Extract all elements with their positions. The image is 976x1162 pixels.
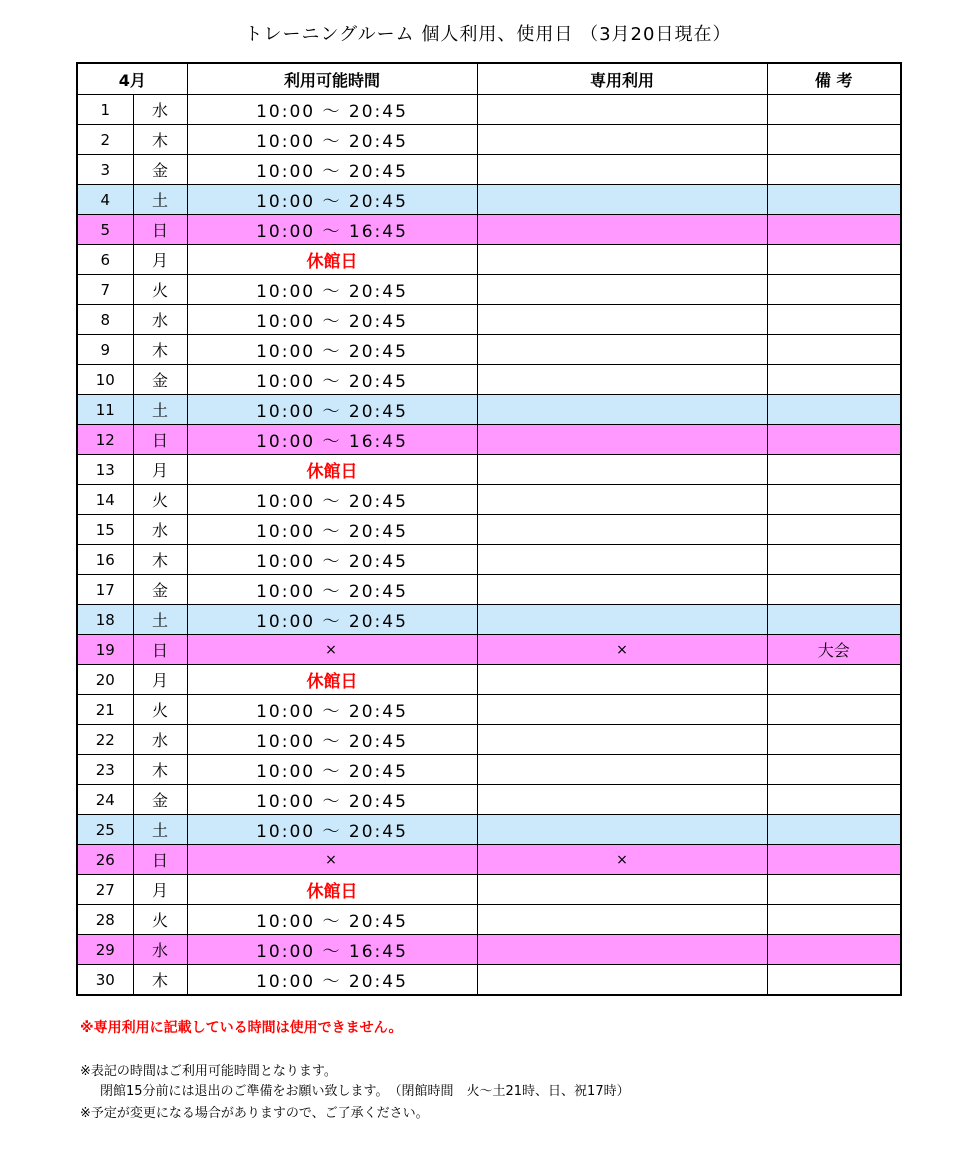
weekday-cell: 日 xyxy=(133,845,187,875)
day-cell: 15 xyxy=(77,515,133,545)
remarks-cell xyxy=(767,875,901,905)
hours-cell: 休館日 xyxy=(187,665,477,695)
exclusive-cell xyxy=(477,785,767,815)
exclusive-cell xyxy=(477,215,767,245)
remarks-cell xyxy=(767,335,901,365)
hours-cell: 10:00 ～ 20:45 xyxy=(187,695,477,725)
table-row xyxy=(77,785,901,815)
weekday-cell: 火 xyxy=(133,275,187,305)
table-row xyxy=(77,335,901,365)
day-cell: 24 xyxy=(77,785,133,815)
day-cell: 27 xyxy=(77,875,133,905)
remarks-cell xyxy=(767,785,901,815)
remarks-cell xyxy=(767,95,901,125)
remarks-header: 備 考 xyxy=(767,63,901,95)
remarks-cell xyxy=(767,845,901,875)
table-row xyxy=(77,395,901,425)
day-cell: 6 xyxy=(77,245,133,275)
hours-cell: 休館日 xyxy=(187,455,477,485)
weekday-cell: 木 xyxy=(133,335,187,365)
exclusive-cell: × xyxy=(477,845,767,875)
weekday-cell: 火 xyxy=(133,905,187,935)
day-cell: 7 xyxy=(77,275,133,305)
weekday-cell: 土 xyxy=(133,185,187,215)
weekday-cell: 水 xyxy=(133,935,187,965)
hours-cell: 10:00 ～ 20:45 xyxy=(187,515,477,545)
table-row xyxy=(77,425,901,455)
hours-cell: 10:00 ～ 20:45 xyxy=(187,305,477,335)
exclusive-cell xyxy=(477,515,767,545)
day-cell: 29 xyxy=(77,935,133,965)
day-cell: 26 xyxy=(77,845,133,875)
exclusive-cell xyxy=(477,245,767,275)
hours-cell: 休館日 xyxy=(187,245,477,275)
weekday-cell: 日 xyxy=(133,635,187,665)
exclusive-cell xyxy=(477,485,767,515)
remarks-cell xyxy=(767,125,901,155)
exclusive-cell xyxy=(477,755,767,785)
weekday-cell: 木 xyxy=(133,125,187,155)
hours-cell: 休館日 xyxy=(187,875,477,905)
table-row xyxy=(77,305,901,335)
day-cell: 2 xyxy=(77,125,133,155)
month-header: 4月 xyxy=(77,63,187,95)
exclusive-cell xyxy=(477,875,767,905)
remarks-cell: 大会 xyxy=(767,635,901,665)
day-cell: 21 xyxy=(77,695,133,725)
exclusive-cell xyxy=(477,395,767,425)
remarks-cell xyxy=(767,305,901,335)
weekday-cell: 木 xyxy=(133,755,187,785)
remarks-cell xyxy=(767,965,901,996)
table-row xyxy=(77,665,901,695)
remarks-cell xyxy=(767,815,901,845)
schedule-body xyxy=(77,95,901,996)
hours-cell: 10:00 ～ 20:45 xyxy=(187,815,477,845)
hours-cell: 10:00 ～ 16:45 xyxy=(187,215,477,245)
exclusive-cell xyxy=(477,305,767,335)
day-cell: 20 xyxy=(77,665,133,695)
hours-cell: × xyxy=(187,845,477,875)
hours-cell: 10:00 ～ 20:45 xyxy=(187,725,477,755)
exclusive-cell xyxy=(477,545,767,575)
day-cell: 12 xyxy=(77,425,133,455)
table-row xyxy=(77,275,901,305)
day-cell: 3 xyxy=(77,155,133,185)
remarks-cell xyxy=(767,155,901,185)
weekday-cell: 水 xyxy=(133,515,187,545)
day-cell: 28 xyxy=(77,905,133,935)
hours-cell: 10:00 ～ 20:45 xyxy=(187,605,477,635)
weekday-cell: 水 xyxy=(133,95,187,125)
exclusive-cell xyxy=(477,695,767,725)
weekday-cell: 土 xyxy=(133,605,187,635)
hours-cell: 10:00 ～ 20:45 xyxy=(187,575,477,605)
day-cell: 13 xyxy=(77,455,133,485)
table-row xyxy=(77,695,901,725)
day-cell: 25 xyxy=(77,815,133,845)
hours-cell: 10:00 ～ 20:45 xyxy=(187,275,477,305)
day-cell: 9 xyxy=(77,335,133,365)
schedule-table xyxy=(76,62,902,996)
weekday-cell: 木 xyxy=(133,545,187,575)
weekday-cell: 月 xyxy=(133,455,187,485)
note-line-3: ※予定が変更になる場合がありますので、ご了承ください。 xyxy=(80,1106,429,1121)
exclusive-warning: ※専用利用に記載している時間は使用できません。 xyxy=(80,1020,403,1036)
weekday-cell: 水 xyxy=(133,725,187,755)
hours-cell: 10:00 ～ 20:45 xyxy=(187,905,477,935)
remarks-cell xyxy=(767,515,901,545)
table-row xyxy=(77,725,901,755)
remarks-cell xyxy=(767,545,901,575)
remarks-cell xyxy=(767,215,901,245)
hours-cell: 10:00 ～ 20:45 xyxy=(187,965,477,996)
hours-cell: 10:00 ～ 16:45 xyxy=(187,935,477,965)
day-cell: 11 xyxy=(77,395,133,425)
day-cell: 16 xyxy=(77,545,133,575)
day-cell: 14 xyxy=(77,485,133,515)
exclusive-header: 専用利用 xyxy=(477,63,767,95)
hours-cell: 10:00 ～ 20:45 xyxy=(187,395,477,425)
exclusive-cell xyxy=(477,125,767,155)
remarks-cell xyxy=(767,725,901,755)
hours-cell: 10:00 ～ 20:45 xyxy=(187,185,477,215)
day-cell: 5 xyxy=(77,215,133,245)
table-row xyxy=(77,95,901,125)
table-row xyxy=(77,935,901,965)
day-cell: 18 xyxy=(77,605,133,635)
hours-cell: 10:00 ～ 20:45 xyxy=(187,785,477,815)
exclusive-cell xyxy=(477,95,767,125)
table-row xyxy=(77,875,901,905)
table-row xyxy=(77,635,901,665)
table-row xyxy=(77,215,901,245)
remarks-cell xyxy=(767,665,901,695)
exclusive-cell xyxy=(477,425,767,455)
day-cell: 8 xyxy=(77,305,133,335)
remarks-cell xyxy=(767,365,901,395)
exclusive-cell xyxy=(477,455,767,485)
hours-cell: 10:00 ～ 20:45 xyxy=(187,155,477,185)
weekday-cell: 火 xyxy=(133,695,187,725)
note-line-1: ※表記の時間はご利用可能時間となります。 xyxy=(80,1064,337,1079)
exclusive-cell xyxy=(477,365,767,395)
table-row xyxy=(77,815,901,845)
hours-cell: 10:00 ～ 20:45 xyxy=(187,125,477,155)
exclusive-cell xyxy=(477,275,767,305)
remarks-cell xyxy=(767,485,901,515)
hours-cell: 10:00 ～ 20:45 xyxy=(187,365,477,395)
weekday-cell: 土 xyxy=(133,395,187,425)
exclusive-cell xyxy=(477,965,767,996)
table-row xyxy=(77,365,901,395)
weekday-cell: 木 xyxy=(133,965,187,996)
table-row xyxy=(77,455,901,485)
remarks-cell xyxy=(767,935,901,965)
remarks-cell xyxy=(767,425,901,455)
weekday-cell: 日 xyxy=(133,215,187,245)
exclusive-cell xyxy=(477,725,767,755)
exclusive-cell xyxy=(477,575,767,605)
table-row xyxy=(77,515,901,545)
day-cell: 10 xyxy=(77,365,133,395)
remarks-cell xyxy=(767,185,901,215)
exclusive-cell xyxy=(477,155,767,185)
remarks-cell xyxy=(767,605,901,635)
day-cell: 30 xyxy=(77,965,133,996)
day-cell: 23 xyxy=(77,755,133,785)
table-row xyxy=(77,485,901,515)
remarks-cell xyxy=(767,755,901,785)
weekday-cell: 水 xyxy=(133,305,187,335)
table-row xyxy=(77,185,901,215)
table-row xyxy=(77,575,901,605)
remarks-cell xyxy=(767,575,901,605)
weekday-cell: 金 xyxy=(133,575,187,605)
exclusive-cell xyxy=(477,665,767,695)
table-row xyxy=(77,605,901,635)
page-title: トレーニングルーム 個人利用、使用日 （3月20日現在） xyxy=(244,24,732,45)
weekday-cell: 月 xyxy=(133,875,187,905)
table-row xyxy=(77,905,901,935)
exclusive-cell xyxy=(477,905,767,935)
day-cell: 17 xyxy=(77,575,133,605)
day-cell: 4 xyxy=(77,185,133,215)
table-row xyxy=(77,845,901,875)
hours-header: 利用可能時間 xyxy=(187,63,477,95)
exclusive-cell xyxy=(477,185,767,215)
hours-cell: 10:00 ～ 20:45 xyxy=(187,755,477,785)
remarks-cell xyxy=(767,695,901,725)
exclusive-cell xyxy=(477,335,767,365)
exclusive-cell xyxy=(477,815,767,845)
table-row xyxy=(77,125,901,155)
day-cell: 19 xyxy=(77,635,133,665)
table-row xyxy=(77,245,901,275)
weekday-cell: 月 xyxy=(133,665,187,695)
remarks-cell xyxy=(767,245,901,275)
remarks-cell xyxy=(767,905,901,935)
day-cell: 22 xyxy=(77,725,133,755)
remarks-cell xyxy=(767,275,901,305)
weekday-cell: 金 xyxy=(133,155,187,185)
header-row xyxy=(77,63,901,95)
remarks-cell xyxy=(767,455,901,485)
hours-cell: 10:00 ～ 20:45 xyxy=(187,545,477,575)
remarks-cell xyxy=(767,395,901,425)
note-line-2: 閉館15分前には退出のご準備をお願い致します。 （閉館時間 火～土21時、日、祝17時） xyxy=(100,1084,630,1099)
weekday-cell: 火 xyxy=(133,485,187,515)
table-row xyxy=(77,545,901,575)
table-row xyxy=(77,755,901,785)
hours-cell: × xyxy=(187,635,477,665)
hours-cell: 10:00 ～ 20:45 xyxy=(187,95,477,125)
hours-cell: 10:00 ～ 16:45 xyxy=(187,425,477,455)
weekday-cell: 金 xyxy=(133,365,187,395)
weekday-cell: 金 xyxy=(133,785,187,815)
hours-cell: 10:00 ～ 20:45 xyxy=(187,485,477,515)
exclusive-cell xyxy=(477,935,767,965)
exclusive-cell: × xyxy=(477,635,767,665)
table-row xyxy=(77,965,901,996)
weekday-cell: 月 xyxy=(133,245,187,275)
hours-cell: 10:00 ～ 20:45 xyxy=(187,335,477,365)
weekday-cell: 日 xyxy=(133,425,187,455)
day-cell: 1 xyxy=(77,95,133,125)
weekday-cell: 土 xyxy=(133,815,187,845)
exclusive-cell xyxy=(477,605,767,635)
table-row xyxy=(77,155,901,185)
